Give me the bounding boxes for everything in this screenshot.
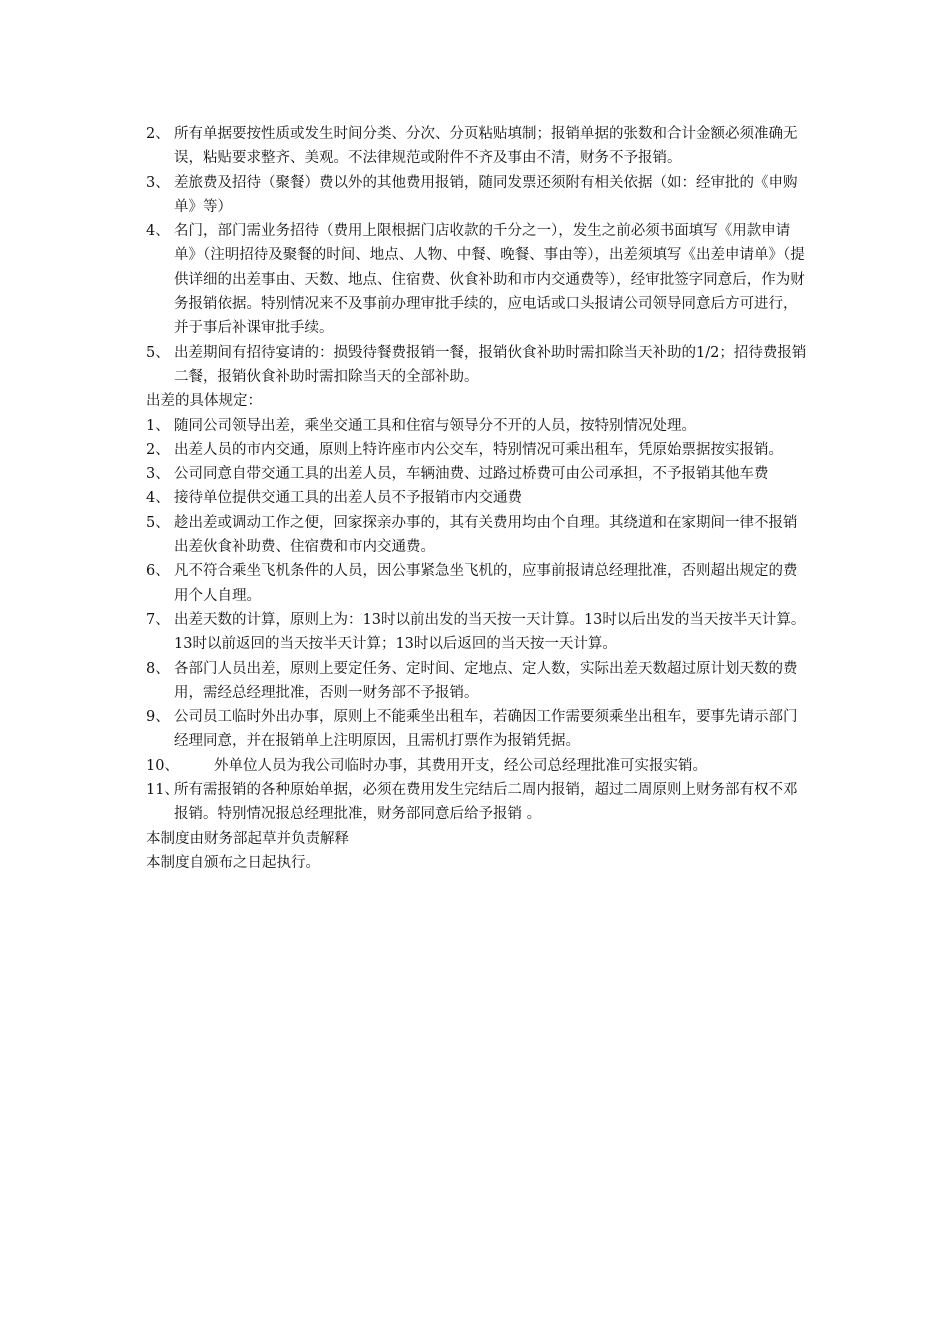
item-text: 外单位人员为我公司临时办事，其费用开支，经公司总经理批准可实报实销。 (214, 757, 707, 774)
item-text: 所有需报销的各种原始单据，必须在费用发生完结后二周内报销，超过二周原则上财务部有权不邓报销。特别情况报总经理批准，财务部同意后给予报销 。 (174, 782, 798, 823)
footer-line-effective: 本制度自颁布之日起执行。 (146, 854, 320, 871)
item-text: 出差人员的市内交通，原则上特许座市内公交车，特别情况可乘出租车，凭原始票据按实报销。 (174, 441, 783, 458)
item-number: 2、 (146, 441, 170, 458)
travel-rule-8 (146, 657, 811, 706)
item-number: 4、 (146, 223, 170, 240)
document-page (146, 122, 811, 875)
travel-rule-11 (146, 778, 811, 827)
item-text: 名门，部门需业务招待（费用上限根据门店收款的千分之一），发生之前必须书面填写《用款申请单》（注明招待及聚餐的时间、地点、人物、中餐、晚餐、事由等），出差须填写《出差申请单》（提供详细的出差事由、天数、地点、住宿费、伙食补助和市内交通费等），经审批签字同意后，作为财务报销依据。特别情况来不及事前办理审批手续的，应电话或口头报请公司领导同意后方可进行，并于事后补课审批手续。 (174, 223, 805, 337)
item-text: 各部门人员出差，原则上要定任务、定时间、定地点、定人数，实际出差天数超过原计划天数的费用，需经总经理批准，否则一财务部不予报销。 (174, 660, 798, 701)
item-text: 凡不符合乘坐飞机条件的人员，因公事紧急坐飞机的，应事前报请总经理批准，否则超出规定的费用个人自理。 (174, 563, 798, 604)
rule-item-3 (146, 171, 811, 220)
travel-rule-10 (146, 754, 811, 778)
travel-rule-9 (146, 705, 811, 754)
section-heading: 出差的具体规定： (146, 393, 262, 410)
item-text: 差旅费及招待（聚餐）费以外的其他费用报销，随同发票还须附有相关依据（如：经审批的《申购单》等） (174, 174, 798, 215)
travel-rule-1 (146, 414, 811, 438)
item-number: 5、 (146, 344, 170, 361)
item-text: 公司同意自带交通工具的出差人员，车辆油费、过路过桥费可由公司承担，不予报销其他车费 (174, 466, 769, 483)
item-text: 随同公司领导出差，乘坐交通工具和住宿与领导分不开的人员，按特别情况处理。 (174, 417, 696, 434)
item-number: 2、 (146, 126, 170, 142)
travel-rule-6 (146, 559, 811, 608)
travel-rule-3 (146, 462, 811, 486)
item-number: 5、 (146, 514, 170, 531)
item-number: 1、 (146, 417, 170, 434)
rule-item-4 (146, 219, 811, 340)
item-number: 10、 (146, 757, 179, 774)
item-number: 3、 (146, 466, 170, 483)
item-number: 3、 (146, 174, 170, 191)
item-number: 4、 (146, 490, 170, 507)
item-number: 8、 (146, 660, 170, 677)
travel-rule-7 (146, 608, 811, 657)
item-text: 趁出差或调动工作之便，回家探亲办事的，其有关费用均由个自理。其绕道和在家期间一律不报销出差伙食补助费、住宿费和市内交通费。 (174, 514, 798, 556)
item-text: 所有单据要按性质或发生时间分类、分次、分页粘贴填制；报销单据的张数和合计金额必须准确无误，粘贴要求整齐、美观。不法律规范或附件不齐及事由不清，财务不予报销。 (174, 126, 798, 167)
item-number: 7、 (146, 611, 170, 628)
rule-item-2 (146, 122, 811, 171)
item-text: 接待单位提供交通工具的出差人员不予报销市内交通费 (174, 490, 522, 507)
travel-rule-5 (146, 511, 811, 560)
item-text: 出差期间有招待宴请的：损毁待餐费报销一餐，报销伙食补助时需扣除当天补助的1/2；招待费报销二餐，报销伙食补助时需扣除当天的全部补助。 (174, 344, 807, 385)
item-number: 6、 (146, 563, 170, 580)
item-number: 11、 (146, 782, 179, 799)
footer-line-interpretation: 本制度由财务部起草并负责解释 (146, 830, 349, 847)
travel-rule-2 (146, 438, 811, 462)
item-text: 公司员工临时外出办事，原则上不能乘坐出租车，若确因工作需要须乘坐出租车，要事先请示部门经理同意，并在报销单上注明原因，且需机打票作为报销凭据。 (174, 709, 798, 750)
travel-rule-4 (146, 486, 811, 510)
rule-item-5 (146, 341, 811, 390)
item-text: 出差天数的计算，原则上为：13时以前出发的当天按一天计算。13时以后出发的当天按半天计算。13时以前返回的当天按半天计算；13时以后返回的当天按一天计算。 (174, 611, 806, 653)
item-number: 9、 (146, 709, 170, 726)
